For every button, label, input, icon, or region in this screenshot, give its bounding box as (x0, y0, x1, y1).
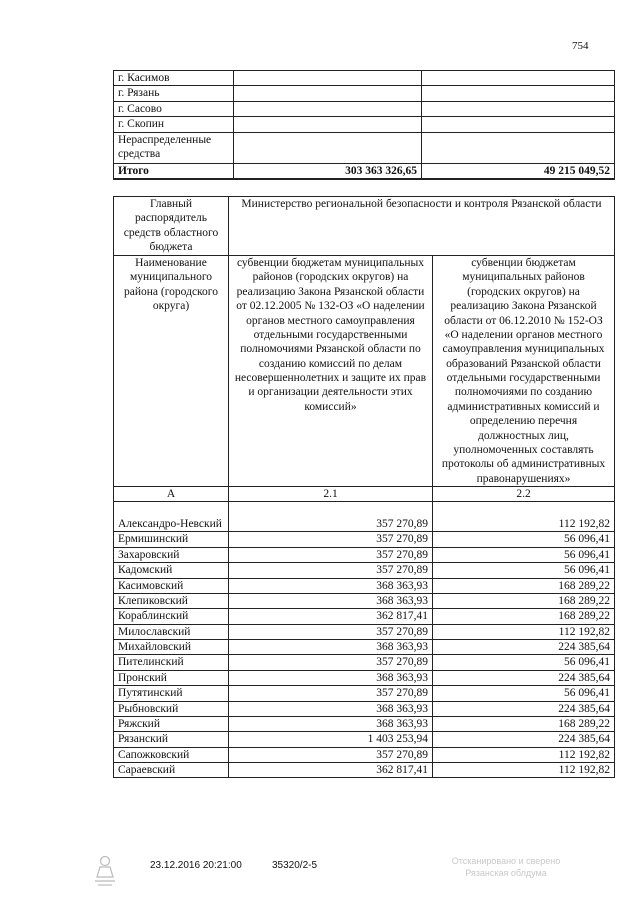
value-2-2: 112 192,82 (433, 763, 615, 778)
total-label: Итого (114, 163, 234, 179)
municipality-name: Милославский (114, 624, 229, 639)
column-index-2-2: 2.2 (433, 487, 615, 502)
municipality-name: Кораблинский (114, 609, 229, 624)
table-row (114, 101, 615, 116)
value-2-2: 224 385,64 (433, 670, 615, 685)
value-2-1: 368 363,93 (229, 593, 433, 608)
value-2-1: 368 363,93 (229, 640, 433, 655)
value-cell (234, 86, 422, 101)
value-2-2: 168 289,22 (433, 716, 615, 731)
municipality-name: Михайловский (114, 640, 229, 655)
table-row (114, 701, 615, 716)
municipality-name: Ермишинский (114, 532, 229, 547)
municipality-name: Пителинский (114, 655, 229, 670)
distributor-row (114, 197, 615, 256)
column-index-a: А (114, 487, 229, 502)
value-cell (234, 117, 422, 132)
column-header-row (114, 256, 615, 487)
stamp-icon (92, 853, 118, 887)
subvention-table (113, 196, 615, 778)
value-2-1: 357 270,89 (229, 686, 433, 701)
municipality-name: Сапожковский (114, 747, 229, 762)
row-name: Нераспределенные средства (114, 132, 234, 163)
value-cell (234, 101, 422, 116)
table-row (114, 732, 615, 747)
value-2-2: 168 289,22 (433, 578, 615, 593)
table-row (114, 502, 615, 532)
value-2-2: 112 192,82 (433, 747, 615, 762)
column-index-row (114, 487, 615, 502)
table-row (114, 747, 615, 762)
municipality-name: Клепиковский (114, 593, 229, 608)
column-header-2-2: субвенции бюджетам муниципальных районов (городских округов) на реализацию Закона Рязанской области от 06.12.2010 № 152-ОЗ «О наделении органов местного самоуправления муниципальных образований Рязанской области отдельными государственными полномочиями по созданию административных комиссий и определению перечня должностных лиц, уполномоченных составлять протоколы об административных правонарушениях» (433, 256, 615, 487)
table-row (114, 593, 615, 608)
table-row (114, 686, 615, 701)
municipality-name: Сараевский (114, 763, 229, 778)
value-2-2: 224 385,64 (433, 640, 615, 655)
municipality-name: Александро-Невский (114, 502, 229, 532)
table-row (114, 763, 615, 778)
table-row (114, 71, 615, 86)
value-cell (422, 132, 615, 163)
value-2-1: 357 270,89 (229, 747, 433, 762)
table-row (114, 655, 615, 670)
row-name: г. Скопин (114, 117, 234, 132)
table-row (114, 624, 615, 639)
value-cell (422, 71, 615, 86)
value-2-2: 224 385,64 (433, 701, 615, 716)
table-row (114, 670, 615, 685)
municipality-name: Рязанский (114, 732, 229, 747)
value-2-1: 357 270,89 (229, 655, 433, 670)
value-cell (234, 132, 422, 163)
municipality-name: Рыбновский (114, 701, 229, 716)
value-2-2: 56 096,41 (433, 563, 615, 578)
value-2-2: 56 096,41 (433, 655, 615, 670)
municipality-name: Захаровский (114, 547, 229, 562)
table-row (114, 117, 615, 132)
value-2-1: 368 363,93 (229, 701, 433, 716)
table-row (114, 640, 615, 655)
value-2-1: 357 270,89 (229, 547, 433, 562)
value-2-1: 357 270,89 (229, 624, 433, 639)
municipality-header: Наименование муниципального района (городского округа) (114, 256, 229, 487)
municipality-name: Пронский (114, 670, 229, 685)
municipality-name: Кадомский (114, 563, 229, 578)
watermark-line: Рязанская облдума (465, 868, 547, 879)
value-2-1: 357 270,89 (229, 532, 433, 547)
document-code: 35320/2-5 (272, 860, 318, 871)
distributor-label: Главный распорядитель средств областного бюджета (114, 197, 229, 256)
page-number: 754 (572, 40, 589, 52)
total-value-1: 303 363 326,65 (234, 163, 422, 179)
municipality-name: Ряжский (114, 716, 229, 731)
value-2-2: 56 096,41 (433, 532, 615, 547)
total-row (114, 163, 615, 179)
value-2-2: 112 192,82 (433, 502, 615, 532)
value-2-1: 368 363,93 (229, 578, 433, 593)
municipality-name: Путятинский (114, 686, 229, 701)
value-2-2: 56 096,41 (433, 547, 615, 562)
value-2-2: 168 289,22 (433, 609, 615, 624)
value-2-1: 362 817,41 (229, 609, 433, 624)
value-2-1: 357 270,89 (229, 563, 433, 578)
value-2-2: 112 192,82 (433, 624, 615, 639)
value-2-2: 56 096,41 (433, 686, 615, 701)
distributor-value: Министерство региональной безопасности и контроля Рязанской области (229, 197, 615, 256)
table-row (114, 132, 615, 163)
value-2-2: 224 385,64 (433, 732, 615, 747)
value-2-1: 362 817,41 (229, 763, 433, 778)
value-2-1: 1 403 253,94 (229, 732, 433, 747)
table-row (114, 716, 615, 731)
table-row (114, 547, 615, 562)
table-row (114, 578, 615, 593)
scan-timestamp: 23.12.2016 20:21:00 (150, 860, 242, 871)
table-row (114, 86, 615, 101)
row-name: г. Касимов (114, 71, 234, 86)
value-cell (422, 101, 615, 116)
column-header-2-1: субвенции бюджетам муниципальных районов (городских округов) на реализацию Закона Рязанской области от 02.12.2005 № 132-ОЗ «О наделении органов местного самоуправления отдельными государственными полномочиями Рязанской области по созданию комиссий по делам несовершеннолетних и защите их прав и организации деятельности этих комиссий» (229, 256, 433, 487)
column-index-2-1: 2.1 (229, 487, 433, 502)
value-cell (422, 86, 615, 101)
row-name: г. Сасово (114, 101, 234, 116)
table-row (114, 609, 615, 624)
top-summary-table (113, 70, 615, 180)
value-cell (234, 71, 422, 86)
value-cell (422, 117, 615, 132)
watermark-line: Отсканировано и сверено (451, 856, 561, 866)
row-name: г. Рязань (114, 86, 234, 101)
value-2-1: 368 363,93 (229, 670, 433, 685)
table-row (114, 563, 615, 578)
watermark (446, 855, 566, 879)
value-2-1: 357 270,89 (229, 502, 433, 532)
table-row (114, 532, 615, 547)
value-2-2: 168 289,22 (433, 593, 615, 608)
total-value-2: 49 215 049,52 (422, 163, 615, 179)
municipality-name: Касимовский (114, 578, 229, 593)
value-2-1: 368 363,93 (229, 716, 433, 731)
